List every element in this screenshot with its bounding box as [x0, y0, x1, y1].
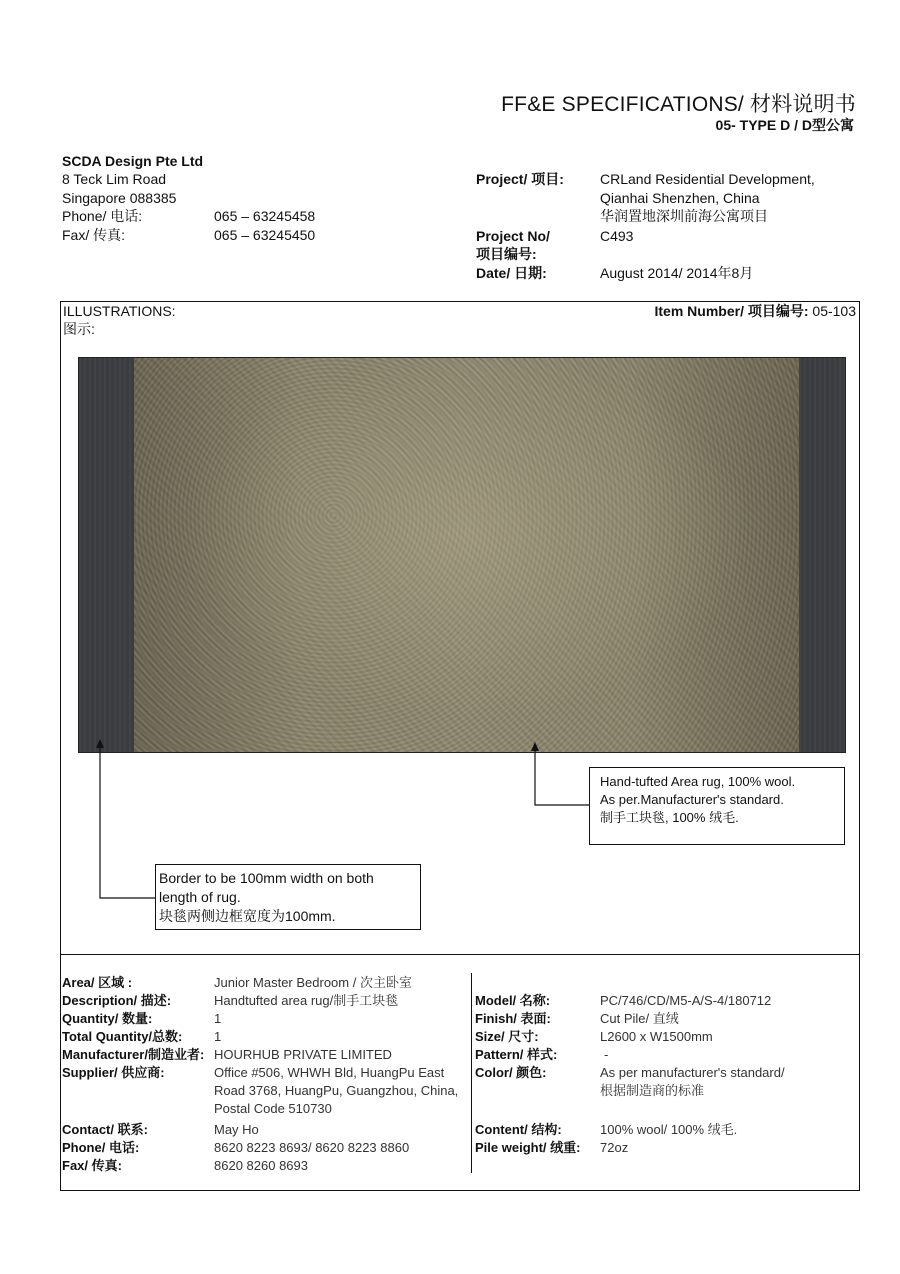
quantity-value: 1: [214, 1011, 222, 1026]
supplier-value-1: Office #506, WHWH Bld, HuangPu East: [214, 1065, 445, 1080]
manufacturer-value: HOURHUB PRIVATE LIMITED: [214, 1047, 392, 1062]
border-arrowhead: [96, 739, 104, 748]
project-value-1: CRLand Residential Development,: [600, 171, 815, 187]
document-subtitle: 05- TYPE D / D型公寓: [715, 117, 854, 133]
rug-callout-line-1: Hand-tufted Area rug, 100% wool.: [600, 774, 796, 789]
company-address-2: Singapore 088385: [62, 190, 177, 206]
color-value-1: As per manufacturer's standard/: [600, 1065, 785, 1080]
date-value: August 2014/ 2014年8月: [600, 265, 754, 281]
border-leader-line: [100, 744, 155, 898]
quantity-label: Quantity/ 数量:: [62, 1011, 153, 1026]
manufacturer-label: Manufacturer/制造业者:: [62, 1047, 205, 1062]
project-no-label-1: Project No/: [476, 228, 550, 244]
supplier-phone-value: 8620 8223 8693/ 8620 8223 8860: [214, 1140, 410, 1155]
date-label: Date/ 日期:: [476, 265, 547, 281]
color-value-2: 根据制造商的标准: [600, 1083, 705, 1098]
finish-label: Finish/ 表面:: [475, 1011, 551, 1026]
item-number-value: 05-103: [812, 303, 856, 319]
rug-callout-line-2: As per.Manufacturer's standard.: [600, 792, 784, 807]
finish-value: Cut Pile/ 直绒: [600, 1011, 679, 1026]
company-phone-value: 065 – 63245458: [214, 208, 316, 224]
supplier-value-3: Postal Code 510730: [214, 1101, 332, 1116]
illustrations-label-cn: 图示:: [63, 321, 95, 337]
content-value: 100% wool/ 100% 绒毛.: [600, 1122, 738, 1137]
project-no-value: C493: [600, 228, 634, 244]
pattern-value: -: [604, 1047, 609, 1062]
area-value: Junior Master Bedroom / 次主卧室: [214, 975, 412, 990]
project-value-2: Qianhai Shenzhen, China: [600, 190, 760, 206]
model-label: Model/ 名称:: [475, 993, 551, 1008]
pattern-label: Pattern/ 样式:: [475, 1047, 558, 1062]
details-column-divider: [471, 973, 472, 1173]
rug-callout-line-3: 制手工块毯, 100% 绒毛.: [600, 810, 739, 825]
area-label: Area/ 区域 :: [62, 975, 133, 990]
border-callout: [155, 864, 421, 930]
border-callout-line-2: length of rug.: [159, 889, 241, 905]
supplier-label: Supplier/ 供应商:: [62, 1065, 165, 1080]
pile-weight-value: 72oz: [600, 1140, 629, 1155]
rug-arrowhead: [531, 742, 539, 751]
rug-callout: [589, 767, 845, 845]
illustrations-label: ILLUSTRATIONS:: [63, 303, 176, 319]
company-fax-label: Fax/ 传真:: [62, 227, 126, 243]
description-label: Description/ 描述:: [62, 993, 172, 1008]
rug-leader-line: [535, 748, 589, 805]
total-quantity-label: Total Quantity/总数:: [62, 1029, 183, 1044]
total-quantity-value: 1: [214, 1029, 222, 1044]
company-fax-value: 065 – 63245450: [214, 227, 316, 243]
supplier-value-2: Road 3768, HuangPu, Guangzhou, China,: [214, 1083, 459, 1098]
contact-value: May Ho: [214, 1122, 259, 1137]
border-callout-line-1: Border to be 100mm width on both: [159, 870, 374, 886]
contact-label: Contact/ 联系:: [62, 1122, 148, 1137]
company-phone-label: Phone/ 电话:: [62, 208, 143, 224]
project-label: Project/ 项目:: [476, 171, 564, 187]
content-label: Content/ 结构:: [475, 1122, 562, 1137]
company-address-1: 8 Teck Lim Road: [62, 171, 167, 187]
document-title: FF&E SPECIFICATIONS/ 材料说明书: [501, 93, 856, 116]
supplier-fax-value: 8620 8260 8693: [214, 1158, 308, 1173]
size-label: Size/ 尺寸:: [475, 1029, 539, 1044]
project-value-3: 华润置地深圳前海公寓项目: [600, 208, 768, 224]
supplier-fax-label: Fax/ 传真:: [62, 1158, 122, 1173]
color-label: Color/ 颜色:: [475, 1065, 547, 1080]
pile-weight-label: Pile weight/ 绒重:: [475, 1140, 581, 1155]
company-name: SCDA Design Pte Ltd: [62, 153, 204, 169]
border-callout-line-3: 块毯两侧边框宽度为100mm.: [159, 908, 336, 924]
size-value: L2600 x W1500mm: [600, 1029, 713, 1044]
description-value: Handtufted area rug/制手工块毯: [214, 993, 399, 1008]
supplier-phone-label: Phone/ 电话:: [62, 1140, 140, 1155]
model-value: PC/746/CD/M5-A/S-4/180712: [600, 993, 772, 1008]
project-no-label-2: 项目编号:: [476, 246, 537, 262]
item-number-label: Item Number/ 项目编号:: [654, 303, 809, 319]
